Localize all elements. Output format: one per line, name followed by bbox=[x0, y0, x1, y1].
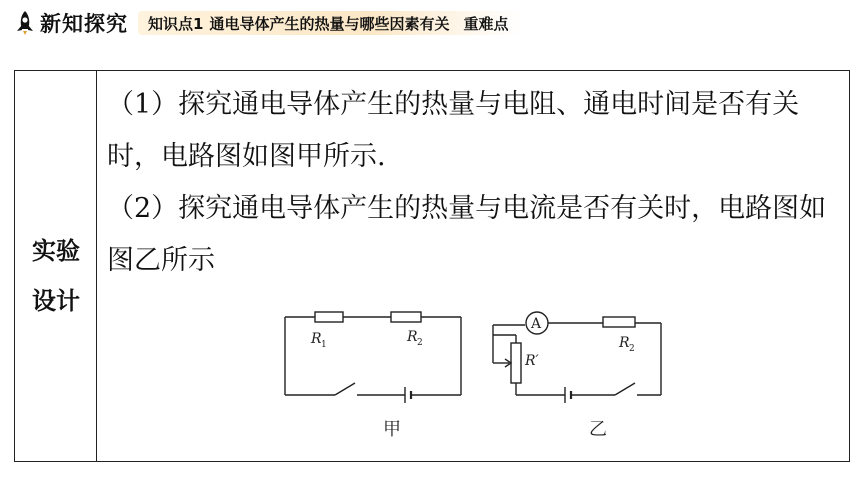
r1-label: R bbox=[311, 331, 322, 347]
circuit-jia bbox=[285, 312, 461, 440]
r-prime-label: R′ bbox=[525, 353, 539, 369]
rheostat bbox=[511, 343, 521, 383]
ammeter-label: A bbox=[531, 316, 542, 332]
resistor-r2 bbox=[391, 312, 421, 322]
experiment-table bbox=[14, 70, 850, 462]
r2-sub-jia: 2 bbox=[417, 338, 423, 348]
knowledge-point-title: 通电导体产生的热量与哪些因素有关 bbox=[209, 14, 450, 33]
row-label-line2: 设计 bbox=[32, 287, 80, 315]
r2-sub-yi: 2 bbox=[629, 344, 635, 354]
circuit-diagrams bbox=[285, 305, 675, 455]
content-cell bbox=[107, 79, 845, 287]
difficulty-badge: 重难点 bbox=[463, 14, 509, 33]
knowledge-point-tag bbox=[138, 11, 522, 35]
resistor-r2-yi bbox=[603, 317, 635, 327]
switch-jia bbox=[335, 383, 355, 395]
section-header bbox=[14, 6, 522, 40]
paragraph-2: （2）探究通电导体产生的热量与电流是否有关时，电路图如图乙所示 bbox=[107, 193, 827, 276]
switch-yi bbox=[615, 383, 635, 395]
row-label-cell bbox=[15, 71, 97, 461]
row-label-line1: 实验 bbox=[32, 237, 80, 265]
rocket-icon bbox=[14, 10, 36, 36]
r2-label-jia: R bbox=[407, 329, 418, 345]
r1-sub: 1 bbox=[321, 340, 327, 350]
circuit-figure bbox=[285, 305, 675, 455]
circuit-yi bbox=[493, 312, 661, 440]
knowledge-point-label: 知识点1 bbox=[148, 14, 204, 33]
paragraph-1: （1）探究通电导体产生的热量与电阻、通电时间是否有关时，电路图如图甲所示. bbox=[107, 89, 800, 172]
caption-jia: 甲 bbox=[383, 419, 401, 440]
resistor-r1 bbox=[315, 312, 343, 322]
header-title: 新知探究 bbox=[40, 12, 128, 36]
r2-label-yi: R bbox=[619, 335, 630, 351]
caption-yi: 乙 bbox=[589, 419, 607, 440]
